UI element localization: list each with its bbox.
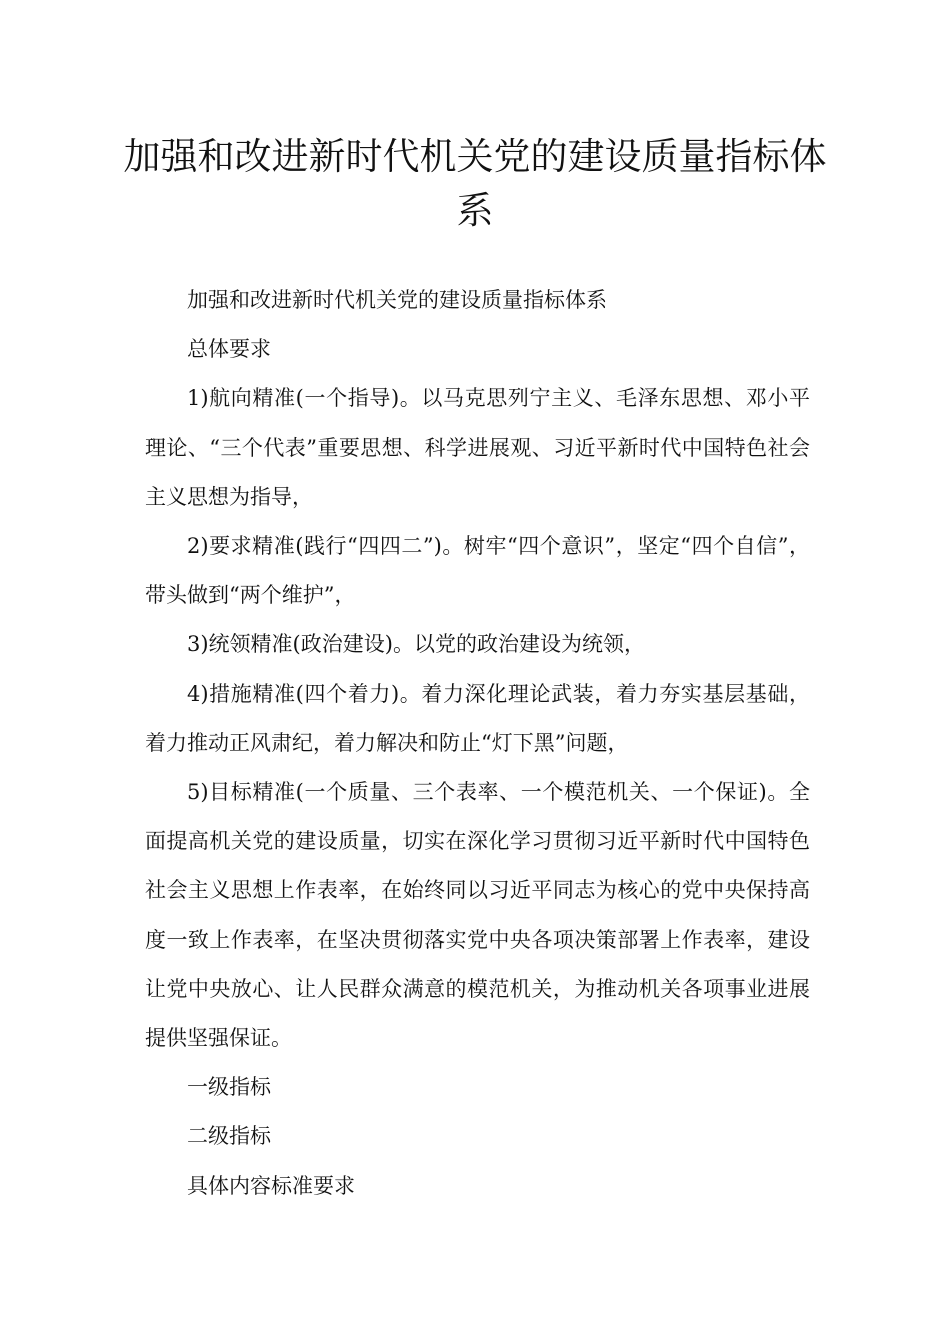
- document-title: 加强和改进新时代机关党的建设质量指标体系: [123, 135, 827, 232]
- paragraph-level-2-indicator: 二级指标: [187, 1124, 271, 1149]
- paragraph-item-2: 2)要求精准(践行“四四二”)。树牢“四个意识”，坚定“四个自信”，带头做到“两个维护”，: [145, 534, 810, 608]
- paragraph-general-requirements: 总体要求: [187, 337, 271, 362]
- paragraph-item-3: 3)统领精准(政治建设)。以党的政治建设为统领，: [187, 632, 645, 657]
- paragraph-item-5: 5)目标精准(一个质量、三个表率、一个模范机关、一个保证)。全面提高机关党的建设质量，切实在深化学习贯彻习近平新时代中国特色社会主义思想上作表率，在始终同以习近平同志为核心的党中央保持高度一致上作表率，在坚决贯彻落实党中央各项决策部署上作表率，建设让党中央放心、让人民群众满意的模范机关，为推动机关各项事业进展提供坚强保证。: [145, 780, 810, 1051]
- paragraph-specific-standards: 具体内容标准要求: [187, 1173, 355, 1198]
- paragraph-heading-repeat: 加强和改进新时代机关党的建设质量指标体系: [187, 288, 607, 312]
- paragraph-level-1-indicator: 一级指标: [187, 1075, 271, 1100]
- paragraph-item-4: 4)措施精准(四个着力)。着力深化理论武装，着力夯实基层基础，着力推动正风肃纪，着力解决和防止“灯下黑”问题，: [145, 681, 810, 755]
- paragraph-item-1: 1)航向精准(一个指导)。以马克思列宁主义、毛泽东思想、邓小平理论、“三个代表”重要思想、科学进展观、习近平新时代中国特色社会主义思想为指导，: [145, 386, 810, 509]
- document-body: [145, 276, 810, 1211]
